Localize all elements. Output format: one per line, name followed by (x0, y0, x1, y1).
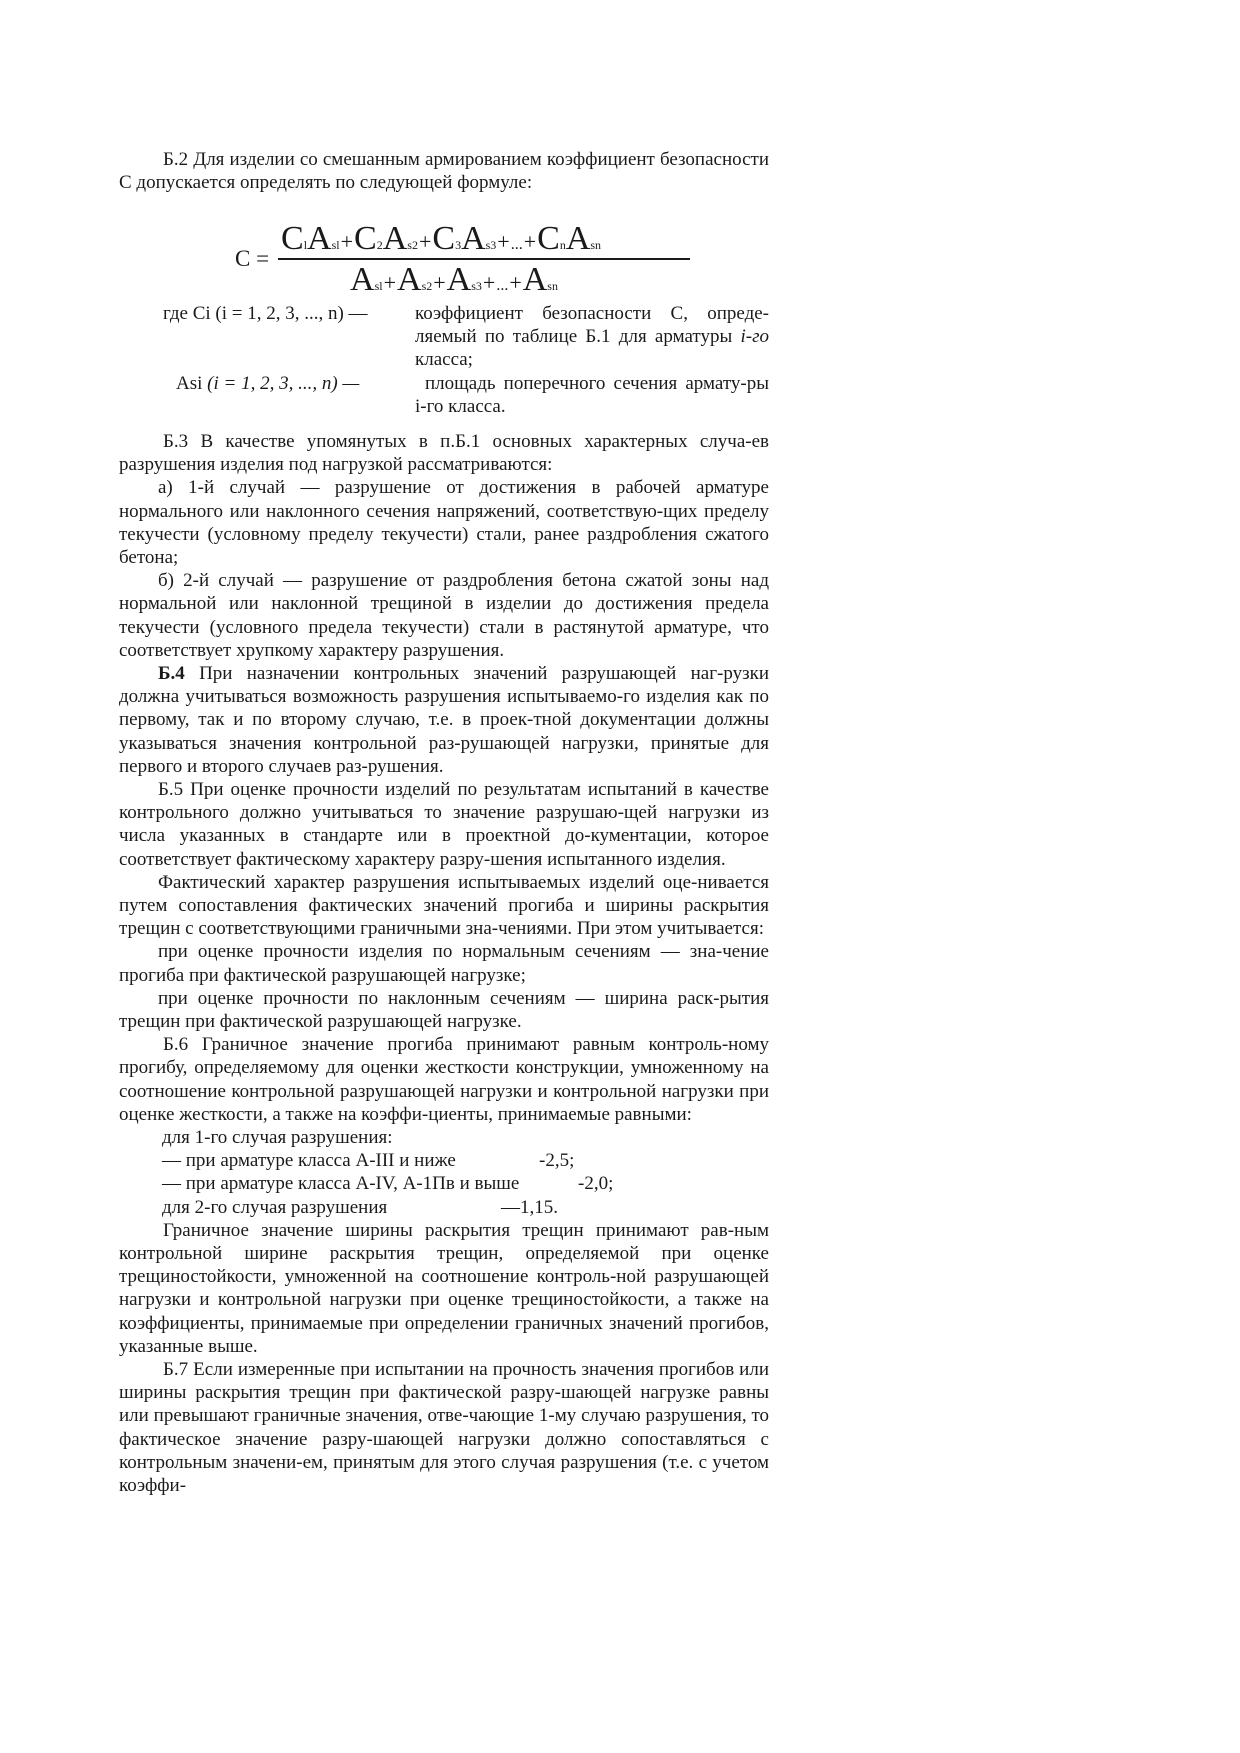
paragraph-b4: Б.4 При назначении контрольных значений разрушающей наг-рузки должна учитываться возможность разрушения испытываемо-го изделия как по первому, так и по второму случаю, т.е. в проек-тной документации должны указываться значения контрольной раз-рушающей нагрузки, принятые для первого и второго случаев раз-рушения. (119, 663, 769, 777)
main-body (119, 430, 769, 1497)
formula-numerator: ClAsl+C2As2+C3As3+...+CnAsn (281, 220, 602, 257)
paragraph-case-a: а) 1-й случай — разрушение от достижения в рабочей арматуре нормального или наклонного сечения напряжений, соответствую-щих пределу текучести (условному пределу текучести) стали, ранее раздробления сжатого бетона; (119, 477, 769, 569)
safety-coefficient-formula (235, 220, 705, 300)
paragraph-b2: Б.2 Для изделии со смешанным армированием коэффициент безопасности С допускается определять по следующей формуле: (119, 149, 769, 194)
paragraph-case-b: б) 2-й случай — разрушение от раздробления бетона сжатой зоны над нормальной или наклонной трещиной в изделии до достижения предела текучести (условного предела текучести) стали в растянутой арматуре, что соответствует хрупкому характеру разрушения. (119, 570, 769, 661)
section-b2 (119, 148, 769, 194)
definition-asi (119, 372, 769, 418)
formula-definitions (119, 302, 769, 418)
paragraph-b3: Б.3 В качестве упомянутых в п.Б.1 основных характерных случа-ев разрушения изделия под нагрузкой рассматриваются: (119, 431, 769, 476)
paragraph-b5: Б.5 При оценке прочности изделий по результатам испытаний в качестве контрольного должно учитываться то значение разрушаю-щей нагрузки из числа указанных в стандарте или в проектной до-кументации, которое соответствует фактическому характеру разру-шения испытанного изделия. (119, 779, 769, 870)
paragraph-inclined-sections: при оценке прочности по наклонным сечениям — ширина раск-рытия трещин при фактической разрушающей нагрузке. (119, 987, 769, 1033)
section-number: Б.4 (158, 663, 185, 685)
paragraph-actual-failure: Фактический характер разрушения испытываемых изделий оце-нивается путем сопоставления фактических значений прогиба и ширины раскрытия трещин с соответствующими граничными зна-чениями. При этом учитывается: (119, 871, 769, 940)
paragraph-b7: Б.7 Если измеренные при испытании на прочность значения прогибов или ширины раскрытия трещин при фактической разру-шающей нагрузке равны или превышают граничные значения, отве-чающие 1-му случаю разрушения, то фактическое значение разру-шающей нагрузки должно сопоставляться с контрольным значени-ем, принятым для этого случая разрушения (т.е. с учетом коэффи- (119, 1359, 769, 1497)
definition-term: где Ci (i = 1, 2, 3, ..., n) — (163, 303, 368, 324)
coefficient-row: для 2-го случая разрушения —1,15. (162, 1196, 558, 1218)
definition-description: площадь поперечного сечения армату-ры i-го класса. (415, 372, 769, 417)
definition-description: коэффициент безопасности С, опреде-ляемый по таблице Б.1 для арматуры i-го класса; (415, 303, 770, 371)
definition-term: Asi (i = 1, 2, 3, ..., n) — (176, 372, 360, 394)
formula-lhs: C = (235, 246, 270, 271)
paragraph-crack-limit: Граничное значение ширины раскрытия трещин принимают рав-ным контрольной ширине раскрытия трещин, определяемой при оценке трещиностойкости, умноженной на соотношение контроль-ной разрушающей нагрузки и контрольной нагрузки при оценке трещиностойкости, а также на коэффициенты, принимаемые при определении граничных значений прогибов, указанные выше. (119, 1219, 769, 1357)
fraction-bar (278, 258, 690, 260)
paragraph-b6: Б.6 Граничное значение прогиба принимают равным контроль-ному прогибу, определяемому для оценки жесткости конструкции, умноженному на соотношение контрольной разрушающей нагрузки и контрольной нагрузки при оценке жесткости, а также на коэффи-циенты, принимаемые равными: (119, 1034, 769, 1125)
coefficient-row: — при арматуре класса А-IV, А-1Пв и выше -2,0; (162, 1173, 614, 1195)
formula-denominator: Asl+As2+As3+...+Asn (350, 261, 558, 298)
paragraph-normal-sections: при оценке прочности изделия по нормальным сечениям — зна-чение прогиба при фактической разрушающей нагрузке; (119, 941, 769, 986)
case1-heading: для 1-го случая разрушения: (162, 1127, 393, 1149)
coefficient-row: — при арматуре класса А-III и ниже -2,5; (162, 1150, 575, 1172)
definition-ci (119, 302, 769, 372)
